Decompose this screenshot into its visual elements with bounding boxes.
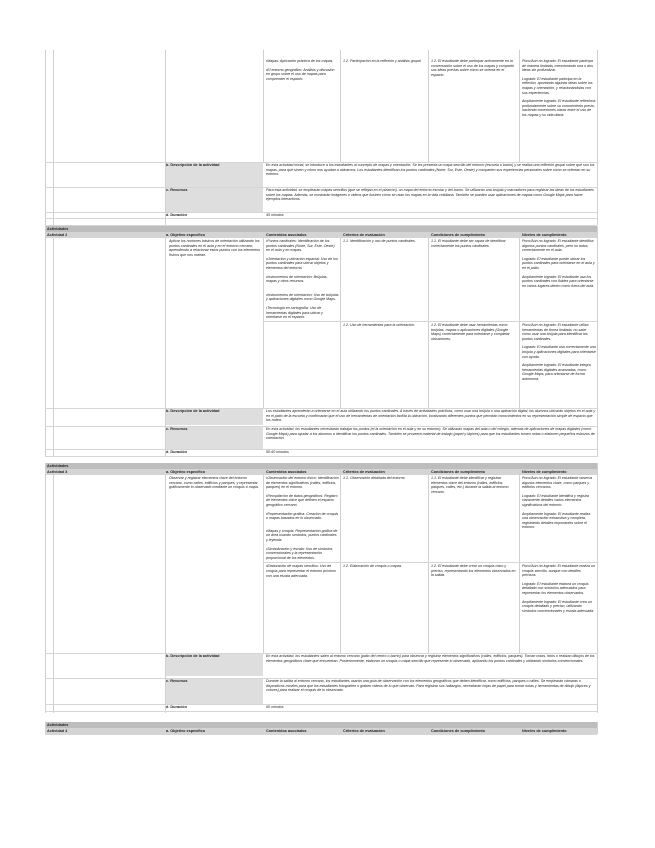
content-header: Contenidos asociados (266, 728, 307, 733)
content-item: •Orientación y ubicación espacial: Uso de los puntos cardinales para ubicar objetos y elementos del entorno. (266, 256, 338, 270)
conditions-item: 1.2. El estudiante debe usar herramientas como brújulas, mapas o aplicaciones digitales (Google Maps) correctamente para orientarse y completar ubicaciones. (431, 323, 510, 341)
description-text: En esta actividad, los estudiantes salen al entorno cercano (patio del centro o barrio) para observar y registrar elementos significativos (calles, edificios, parques). Toman notas, fotos o realizan dibujos de los elementos geográficos clave que encuentran. Posteriormente, elaboran un croquis o mapa sencillo que represente lo observado, aplicando los puntos cardinales y utilizando símbolos convencionales. (266, 654, 595, 663)
criteria-header: Criterios de evaluación (343, 728, 385, 733)
duration-text: 60 minutos (266, 705, 284, 709)
content-cell (266, 59, 338, 81)
content-item: •Instrumentos de orientación: Brújulas, mapas y otros recursos. (266, 274, 328, 284)
content-header: Contenidos asociados (266, 232, 307, 237)
resources-label: c. Recursos (166, 188, 188, 192)
level-item: Ampliamente logrado: El estudiante usa los puntos cardinales con fluidez para orientarse en varios lugares dentro como fuera del aula. (522, 274, 595, 288)
levels-header: Niveles de cumplimiento (522, 232, 567, 237)
content-header: Contenidos asociados (266, 469, 307, 474)
content-item: •Simbolización y escala: Uso de símbolos convencionales y la representación proporcional de los elementos. (266, 546, 333, 560)
sheet-block-1 (45, 50, 597, 225)
description-label: b. Descripción de la actividad (166, 654, 220, 658)
resources-text: Durante la salida al entorno cercano, los estudiantes usarán una guía de observación con los elementos geográficos que deben identificar, como edificios, parques o calles. Se emplearán cámaras o dispositivos móviles para que los estudiantes fotografíen o graben videos de lo que observan. Para registrar sus hallazgos, necesitarán hojas de papel para tomar notas y herramientas de dibujo (lápices y colores) para realizar el croquis de lo observado. (266, 679, 591, 693)
content-item: •Representación gráfica: Creación de croquis o mapas basados en lo observado. (266, 511, 339, 521)
levels-header: Niveles de cumplimiento (522, 728, 567, 733)
sheet-block-3 (45, 463, 597, 713)
duration-label: d. Duración (166, 450, 187, 454)
levels-cell (522, 323, 596, 407)
activity-title: Actividad 2 (47, 232, 68, 237)
criteria-item: 1.2. Uso de herramientas para la orientación. (343, 323, 415, 327)
level-item: Poco/Aún no logrado: El estudiante realiza un croquis sencillo, aunque con detalles precisos. (522, 564, 595, 578)
level-item: Poco/Aún no logrado: El estudiante participa de manera limitada, mencionando una o dos ideas sin profundizar. (522, 59, 593, 73)
activities-header: Actividades (47, 722, 69, 727)
content-item: •Tecnología en cartografía: Uso de herramientas digitales para ubicar y orientarse en el espacio. (266, 305, 323, 320)
objective-text: Observar y registrar elementos clave del entorno cercano, como calles, edificios y parques, y representar gráficamente lo observado mediante un croquis o mapa. (169, 476, 259, 490)
description-text: En esta actividad inicial, se introduce a los estudiantes al concepto de mapas y orientación. Se les presenta un mapa sencillo del entorno (escuela o barrio) y se realiza una reflexión grupal sobre qué son los mapas, para qué sirven y cómo nos ayudan a ubicarnos. Los estudiantes identifican los puntos cardinales (Norte, Sur, Este, Oeste) y comparten sus experiencias personales sobre cómo se orientan en su entorno. (266, 163, 595, 177)
level-item: Poco/Aún no logrado: El estudiante observa algunos elementos clave, como parques y edificios cercanos. (522, 476, 593, 490)
resources-text: Para esta actividad, se emplearán mapas sencillos (que se reflejan en el pizarrón), un mapa del entorno escolar y del barrio. Se utilizarán una brújula y marcadores para registrar las ideas de los estudiantes sobre los mapas. Además, se mostrarán imágenes o videos que ilustren cómo se usan los mapas en la vida cotidiana. También se pueden usar aplicaciones de mapas como Google Maps para hacer ejemplos interactivos. (266, 188, 594, 202)
criteria-header: Criterios de evaluación (343, 469, 385, 474)
level-item: Logrado: El estudiante participa en la reflexión, aportando algunas ideas sobre los mapas y orientación, y relacionándolas con sus experiencias. (522, 76, 593, 95)
criteria-header: Criterios de evaluación (343, 232, 385, 237)
description-label: b. Descripción de la actividad (166, 163, 220, 167)
description-text: Los estudiantes aprenderán a orientarse en el aula utilizando los puntos cardinales. A través de actividades prácticas, como usar una brújula o una aplicación digital, los alumnos ubicarán objetos en el aula y en el patio de la escuela y confirmarán que el uso de herramientas de orientación facilita la ubicación, localizando diferentes puntos que permitan conocimientos en su representación simple de espacio que los rodea. (266, 409, 596, 423)
resources-label: c. Recursos (166, 679, 188, 683)
content-item: •Mapas y croquis: Representación gráfica de un área usando símbolos, puntos cardinales y leyenda. (266, 528, 338, 542)
conditions-cell: 1.2. El estudiante debe participar activamente en la conversación sobre el uso de los mapas y compartir sus ideas previas sobre cómo se orienta en el espacio. (431, 59, 514, 77)
content-item: •Mapas: Aplicación práctica de los mapas. (266, 59, 334, 63)
conditions-header: Condiciones de cumplimiento (431, 469, 486, 474)
content-item: •Observación del entorno físico: Identificación de elementos significativos (calles, edificios, parques) en el entorno. (266, 476, 339, 490)
level-item: Logrado: El estudiante usa correctamente una brújula y aplicaciones digitales para orientarse con ayuda. (522, 345, 596, 359)
activities-header: Actividades (47, 226, 69, 231)
conditions-header: Condiciones de cumplimiento (431, 232, 486, 237)
level-item: Ampliamente logrado: El estudiante reflexiona profundamente sobre su conocimiento previo, haciendo conexiones claras entre el uso de los mapas y su vida diaria. (522, 99, 596, 117)
conditions-item: 1.1. El estudiante debe ser capaz de identificar correctamente los puntos cardinales. (431, 239, 506, 248)
duration-text: 50-60 minutos (266, 450, 289, 454)
level-item: Ampliamente logrado: El estudiante realiza una observación exhaustiva y completa, registrando detalles importantes sobre el entorno. (522, 511, 591, 530)
conditions-header: Condiciones de cumplimiento (431, 728, 486, 733)
level-item: Ampliamente logrado: El estudiante crea un croquis detallado y preciso, utilizando símbolos convencionales y escala adecuada. (522, 599, 595, 613)
levels-cell (522, 239, 596, 321)
activities-header: Actividades (47, 463, 69, 468)
duration-label: d. Duración (166, 705, 187, 709)
level-item: Poco/Aún no logrado: El estudiante identifica algunos puntos cardinales, pero no todos correctamente en el aula. (522, 239, 594, 253)
content-item: •Puntos cardinales: Identificación de los puntos cardinales (Norte, Sur, Este, Oeste) en el aula y en mapas. (266, 239, 335, 253)
duration-text: 45 minutos (266, 213, 284, 217)
level-item: Ampliamente logrado: El estudiante integra herramientas digitales avanzadas, como Google Maps, para orientarse de forma autónoma. (522, 363, 591, 381)
criteria-item: 1.1. Identificación y uso de puntos cardinales. (343, 239, 416, 243)
duration-label: d. Duración (166, 213, 187, 217)
content-item: •Elaboración de mapas sencillos: Uso de croquis para representar el entorno próximo con una escala adecuada. (266, 564, 336, 578)
sheet-block-2 (45, 226, 597, 457)
level-item: Logrado: El estudiante puede ubicar los puntos cardinales para orientarse en el aula y en el patio. (522, 256, 595, 270)
criteria-item: 1.1. Observación detallada del entorno (343, 476, 405, 480)
conditions-item: 1.1. El estudiante debe identificar y registrar elementos clave del entorno (calles, edificios, parques, calles, etc.) durante la salida al entorno cercano. (431, 476, 509, 494)
sheet-block-4 (45, 722, 597, 736)
criteria-cell: 1.2. Participación en la reflexión y análisis grupal (343, 59, 421, 63)
content-item: •El entorno geográfico: Análisis y discusión en grupo sobre el uso de mapas para comprender el espacio. (266, 67, 335, 81)
levels-cell (522, 564, 596, 652)
criteria-item: 1.2. Elaboración de croquis o mapas (343, 564, 402, 568)
conditions-item: 1.2. El estudiante debe crear un croquis claro y preciso, representando los elementos observados en la salida. (431, 564, 516, 578)
content-cell (266, 476, 339, 652)
activity-title: Actividad 4 (47, 728, 68, 733)
level-item: Logrado: El estudiante elabora un croquis detallado con símbolos adecuados para representar los elementos observados. (522, 581, 589, 595)
content-item: •Recopilación de datos geográficos: Registro de elementos clave que definen el espacio geográfico cercano. (266, 493, 338, 507)
description-label: b. Descripción de la actividad (166, 409, 220, 413)
content-cell (266, 239, 339, 407)
level-item: Poco/Aún no logrado: El estudiante utiliza herramientas de forma limitada, no sabe cómo usar una brújula para identificar los puntos cardinales. (522, 323, 589, 341)
level-item: Logrado: El estudiante identifica y registra claramente detalles varios elementos significativos del entorno. (522, 493, 589, 507)
levels-cell (522, 59, 596, 161)
objective-header: a. Objetivo específico (166, 232, 206, 237)
levels-header: Niveles de cumplimiento (522, 469, 567, 474)
content-item: •Instrumentos de orientación: Uso de brújulas y aplicaciones digitales como Google Maps. (266, 292, 339, 302)
levels-cell (522, 476, 596, 562)
objective-header: a. Objetivo específico (166, 728, 206, 733)
resources-label: c. Recursos (166, 427, 188, 431)
objective-header: a. Objetivo específico (166, 469, 206, 474)
resources-text: En esta actividad, los estudiantes necesitarán trabajar los puntos (el la orientación en el aula y en su entorno). Se utilizarán mapas del aula o del colegio, además de aplicaciones de mapas digitales (como Google Maps) para ayudar a los alumnos a identificar los puntos cardinales. También se proveerá material de trabajo (papel y lápices) para que los estudiantes tomen notas o elaboren pequeños esbozos de orientación. (266, 427, 595, 441)
objective-text: Aplicar los nociones básicos de orientación utilizando los puntos cardinales en el aula y en el entorno cercano, aprendiendo a relacionar estos puntos con los elementos físicos que nos rodean. (169, 239, 261, 257)
activity-title: Actividad 3 (47, 469, 68, 474)
